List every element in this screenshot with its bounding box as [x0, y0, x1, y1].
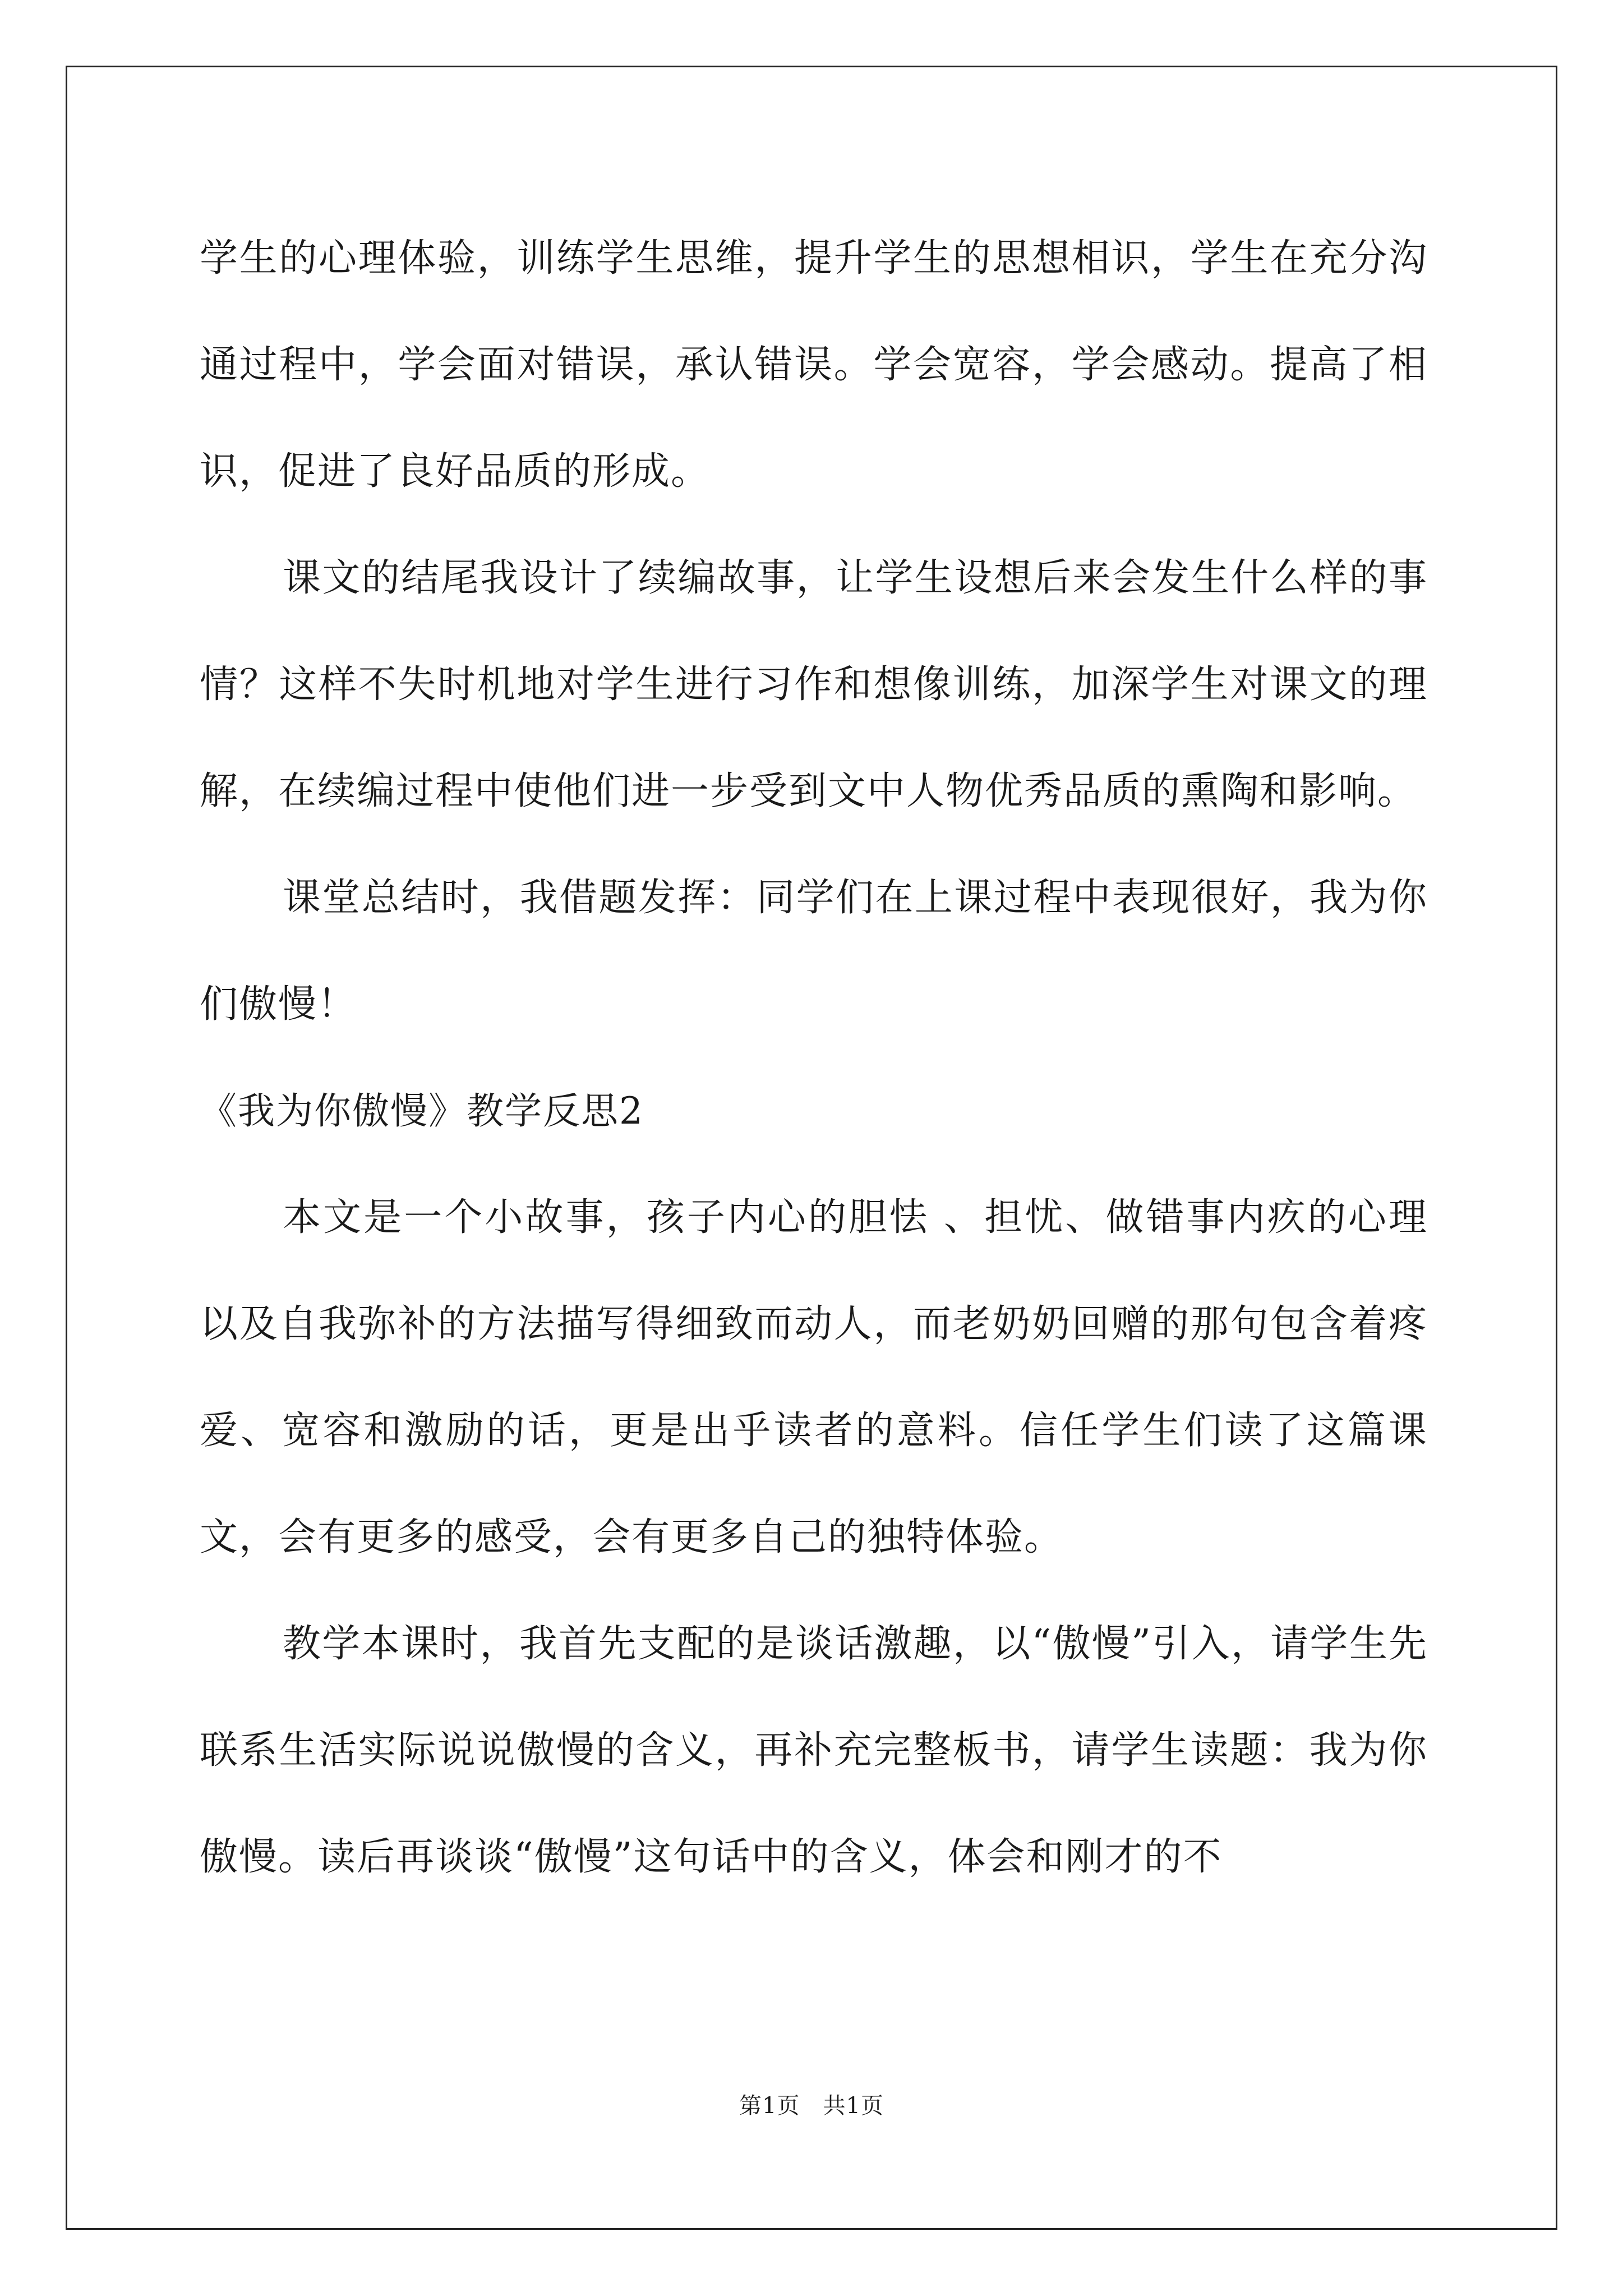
- paragraph-summary: 课堂总结时，我借题发挥：同学们在上课过程中表现很好，我为你们傲慢！: [200, 876, 1428, 1027]
- section-heading: 《我为你傲慢》教学反思2: [200, 1089, 644, 1133]
- paragraph-story-intro: 本文是一个小故事，孩子内心的胆怯 、担忧、做错事内疚的心理以及自我弥补的方法描写得细致而动人，而老奶奶回赠的那句包含着疼爱、宽容和激励的话，更是出乎读者的意料。信任学生们读了这篇课文，会有更多的感受，会有更多自己的独特体验。: [200, 1195, 1428, 1559]
- paragraph-sequel-story: 课文的结尾我设计了续编故事，让学生设想后来会发生什么样的事情？这样不失时机地对学生进行习作和想像训练，加深学生对课文的理解，在续编过程中使他们进一步受到文中人物优秀品质的熏陶和影响。: [200, 556, 1428, 813]
- page-footer: 第1页 共1页: [739, 2093, 884, 2119]
- document-body: [200, 205, 1428, 1911]
- paragraph-continuation: 学生的心理体验，训练学生思维，提升学生的思想相识，学生在充分沟通过程中，学会面对错误，承认错误。学会宽容，学会感动。提高了相识，促进了良好品质的形成。: [200, 236, 1428, 494]
- paragraph-lesson-plan: 教学本课时，我首先支配的是谈话激趣，以“傲慢”引入，请学生先联系生活实际说说傲慢的含义，再补充完整板书，请学生读题：我为你傲慢。读后再谈谈“傲慢”这句话中的含义，体会和刚才的不: [200, 1622, 1428, 1879]
